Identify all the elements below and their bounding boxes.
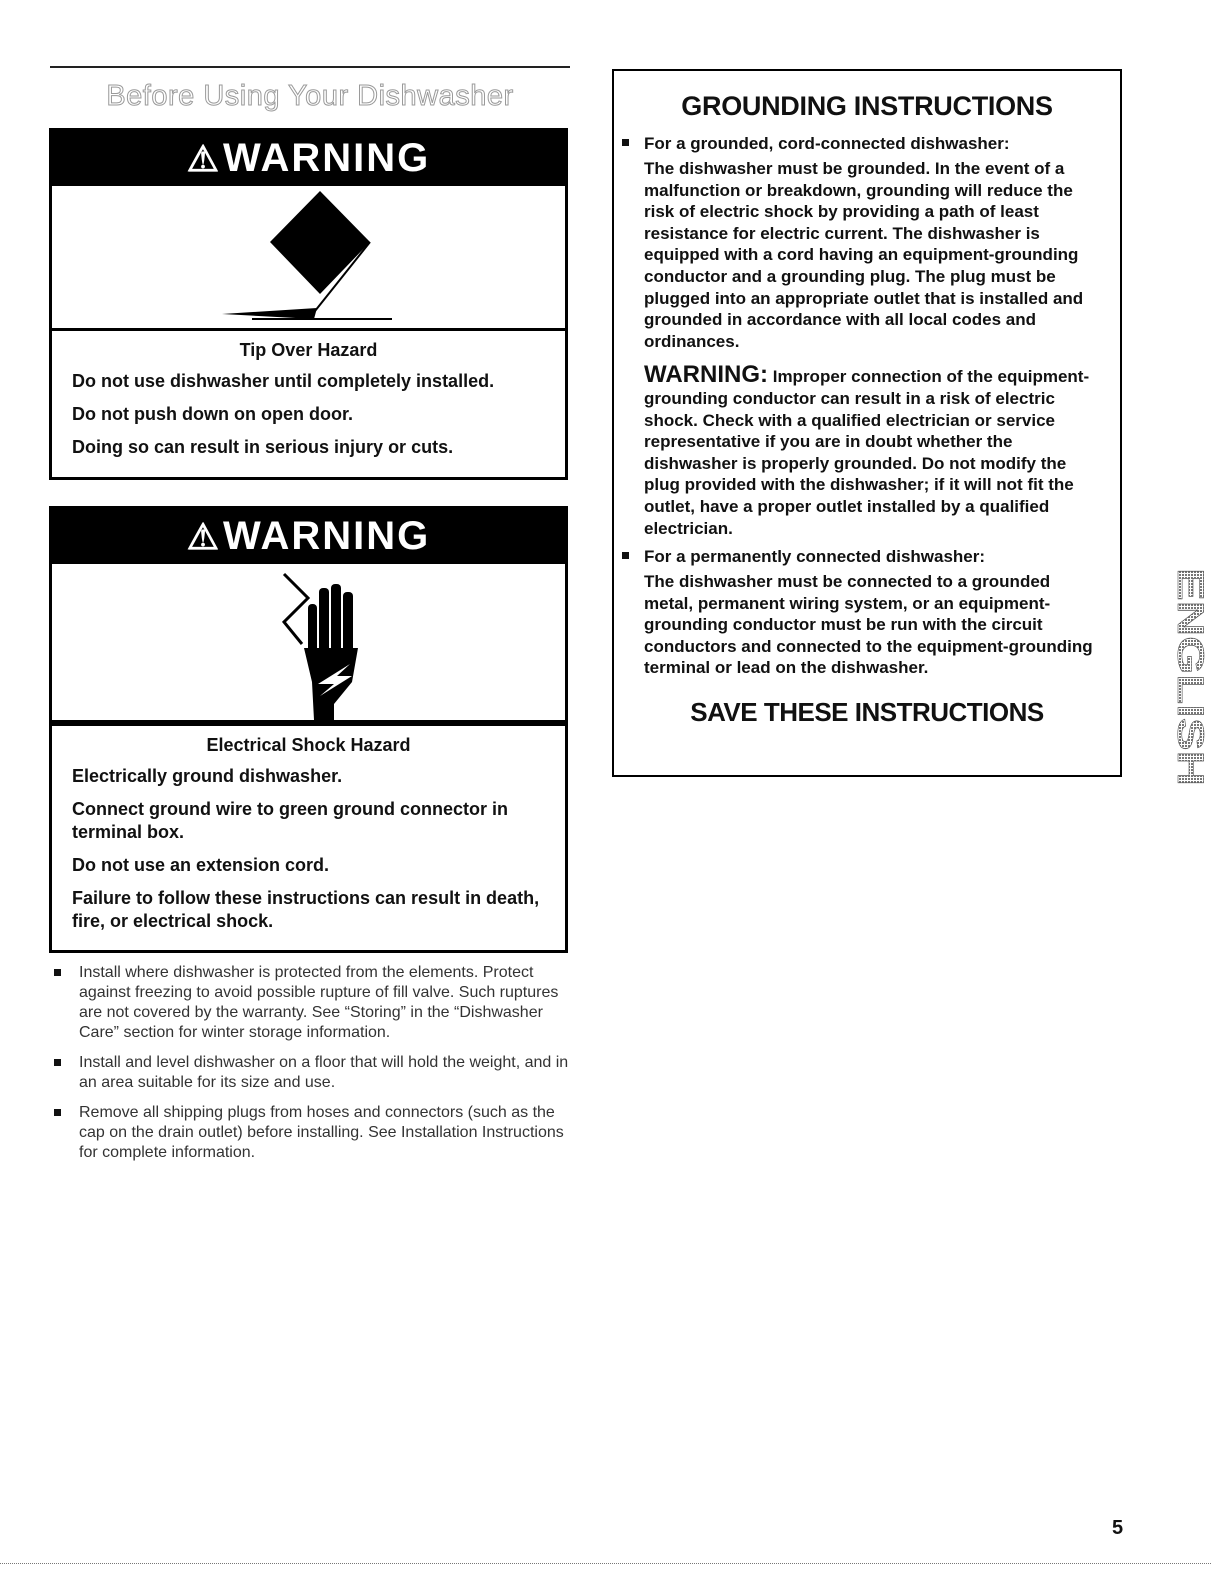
tip-over-picture (52, 186, 565, 331)
language-side-tab (1150, 566, 1211, 788)
grounding-title: GROUNDING INSTRUCTIONS (681, 91, 1053, 121)
grounding-bullet-permanent: For a permanently connected dishwasher: (614, 547, 1120, 567)
bullet-square-icon (54, 1059, 61, 1066)
grounding-warning-text: Improper connection of the equipment-grounding conductor can result in a risk of electric shock. Check with a qualified electrician or service representative if you are in doubt whether the dishwasher is properly grounded. Do not modify the plug provided with the dishwasher; if it will not fit the outlet, have a proper outlet installed by a qualified electrician. (644, 367, 1090, 538)
bullet-square-icon (54, 1109, 61, 1116)
grounding-warning (614, 361, 1120, 539)
bottom-rule (0, 1563, 1211, 1564)
electric-shock-picture (52, 564, 565, 723)
electric-shock-text (52, 726, 565, 953)
warning-line: Do not use an extension cord. (72, 855, 330, 875)
warning-line: Connect ground wire to green ground connector in terminal box. (72, 799, 508, 842)
page-number: 5 (1112, 1517, 1124, 1539)
install-bullet-list (52, 963, 572, 1173)
electrical-shock-warning-box (49, 506, 568, 953)
tip-over-warning-box (49, 128, 568, 480)
warning-line: Failure to follow these instructions can result in death, fire, or electrical shock. (72, 888, 540, 931)
list-item: Install and level dishwasher on a floor that will hold the weight, and in an area suitable for its size and use. (52, 1053, 572, 1093)
warning-line: Doing so can result in serious injury or cuts. (72, 437, 454, 457)
save-instructions-banner: SAVE THESE INSTRUCTIONS (690, 697, 1044, 728)
grounding-warning-label: WARNING: (644, 361, 768, 389)
grounding-paragraph: The dishwasher must be connected to a grounded metal, permanent wiring system, or an equipment-grounding conductor must be run with the circuit conductors and connected to the equipment-grounding terminal or lead on the dishwasher. (644, 572, 1093, 678)
bullet-square-icon (622, 139, 629, 146)
list-item: Remove all shipping plugs from hoses and connectors (such as the cap on the drain outlet) before installing. See Installation Instructions for complete information. (52, 1103, 572, 1163)
bullet-square-icon (622, 552, 629, 559)
warning-label: WARNING (222, 136, 431, 180)
tip-over-icon (52, 186, 565, 328)
section-title: Before Using Your Dishwasher (106, 80, 514, 112)
warning-header (52, 131, 565, 186)
grounding-instructions-box (612, 69, 1122, 777)
warning-triangle-icon: ⚠ (186, 137, 221, 179)
warning-line: Do not use dishwasher until completely installed. (72, 371, 495, 391)
electric-shock-hand-icon (52, 564, 565, 720)
warning-label: WARNING (222, 514, 431, 558)
grounding-bullet-cord-connected: For a grounded, cord-connected dishwasher: (614, 134, 1120, 154)
bullet-square-icon (54, 969, 61, 976)
warning-triangle-icon: ⚠ (186, 515, 221, 557)
hazard-title: Electrical Shock Hazard (206, 735, 411, 755)
warning-header (52, 509, 565, 564)
top-rule (50, 66, 570, 68)
warning-line: Do not push down on open door. (72, 404, 353, 424)
list-item: Install where dishwasher is protected from the elements. Protect against freezing to avoid possible rupture of fill valve. Such ruptures are not covered by the warranty. See “Storing” in the “Dishwasher Care” section for winter storage information. (52, 963, 572, 1043)
hazard-title: Tip Over Hazard (239, 340, 378, 360)
side-tab-label: ENGLISH (1170, 568, 1211, 733)
warning-line: Electrically ground dishwasher. (72, 766, 343, 786)
tip-over-text (52, 331, 565, 479)
grounding-paragraph: The dishwasher must be grounded. In the event of a malfunction or breakdown, grounding will reduce the risk of electric shock by providing a path of least resistance for electric current. The dishwasher is equipped with a cord having an equipment-grounding conductor and a grounding plug. The plug must be plugged into an appropriate outlet that is installed and grounded in accordance with all local codes and ordinances. (644, 159, 1084, 351)
